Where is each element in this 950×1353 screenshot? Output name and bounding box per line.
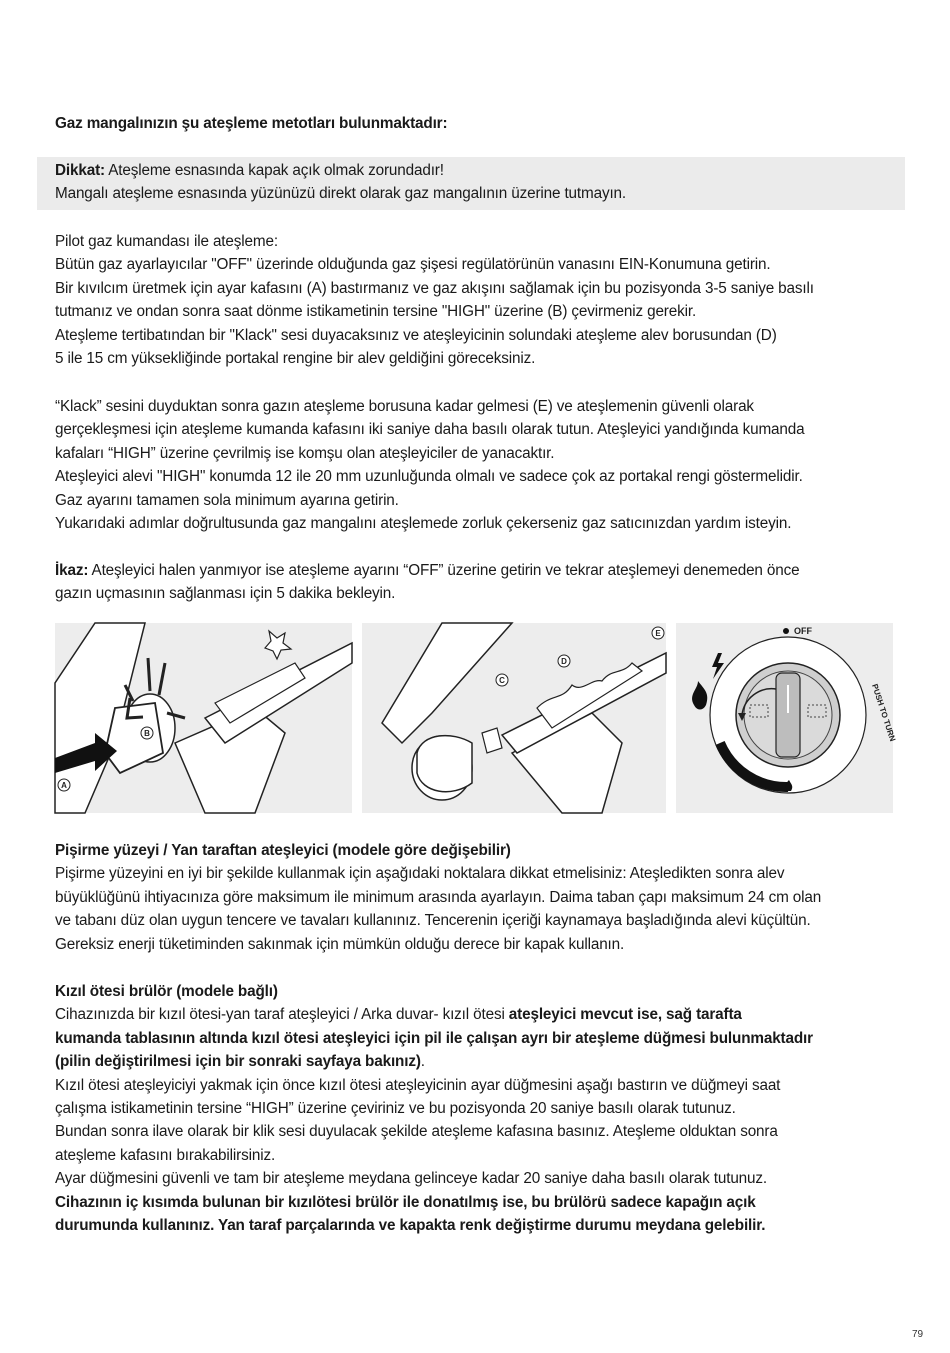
control-knob-illustration xyxy=(676,623,898,813)
figure-label-c: C xyxy=(499,676,505,685)
klack-line: gerçekleşmesi için ateşleme kumanda kafasını iki saniye daha basılı olarak tutun. Ateşleyici yandığında kumanda xyxy=(55,421,805,439)
knob-off-label: OFF xyxy=(794,626,812,636)
infrared-line: Kızıl ötesi ateşleyiciyi yakmak için önce kızıl ötesi ateşleyicinin ayar düğmesini aşağı bastırın ve düğmeyi saat xyxy=(55,1076,781,1094)
pilot-line: Bütün gaz ayarlayıcılar "OFF" üzerinde olduğunda gaz şişesi regülatörünün vanasını EIN-Konumuna getirin. xyxy=(55,256,771,274)
infrared-line-3-end: . xyxy=(420,1053,425,1071)
warning-line-1 xyxy=(55,559,905,582)
pilot-line: 5 ile 15 cm yüksekliğinde portakal rengine bir alev geldiğini göreceksiniz. xyxy=(55,350,536,368)
figure-label-d: D xyxy=(561,657,567,666)
notice-line-1 xyxy=(55,159,895,182)
infrared-line: çalışma istikametinin tersine “HIGH” üzerine çeviriniz ve bu pozisyonda 20 saniye basılı olarak tutunuz. xyxy=(55,1100,736,1118)
warning-line-2: gazın uçmasının sağlanması için 5 dakika bekleyin. xyxy=(55,585,396,603)
side-burner-line: ve tabanı düz olan uygun tencere ve tavaları kullanınız. Tencerenin içeriği kaynamaya başladığında alevi küçültün. xyxy=(55,912,811,930)
klack-line: “Klack” sesini duyduktan sonra gazın ateşleme borusuna kadar gelmesi (E) ve ateşlemenin güvenli olarak xyxy=(55,398,754,415)
side-burner-title: Pişirme yüzeyi / Yan taraftan ateşleyici (modele göre değişebilir) xyxy=(55,842,511,859)
infrared-line-1 xyxy=(55,1003,905,1026)
klack-line: Ateşleyici alevi "HIGH" konumda 12 ile 20 mm uzunluğunda olmalı ve sadece çok az portakal rengi göstermelidir. xyxy=(55,468,803,486)
warning-paragraph xyxy=(55,559,905,606)
pilot-line: Ateşleme tertibatından bir "Klack" sesi duyacaksınız ve ateşleyicinin solundaki ateşleme alev borusundan (D) xyxy=(55,326,777,344)
figure-label-b: B xyxy=(144,729,150,738)
notice-text-1: Ateşleme esnasında kapak açık olmak zorundadır! xyxy=(104,162,444,179)
side-burner-section xyxy=(55,839,905,956)
figure-label-a: A xyxy=(61,781,67,790)
pilot-line: Pilot gaz kumandası ile ateşleme: xyxy=(55,233,278,250)
infrared-bold-line: Cihazının iç kısımda bulunan bir kızılötesi brülör ile donatılmış ise, bu brülörü sadece kapağın açık xyxy=(55,1193,756,1211)
infrared-line-2: kumanda tablasının altında kızıl ötesi ateşleyici için pil ile çalışan ayrı bir ateşleme düğmesi bulunmaktadır xyxy=(55,1029,813,1047)
notice-label: Dikkat: xyxy=(55,162,105,179)
figure-control-knob xyxy=(676,623,898,813)
klack-paragraph xyxy=(55,395,905,535)
ignition-figures xyxy=(55,623,898,813)
notice-line-2: Mangalı ateşleme esnasında yüzünüzü direkt olarak gaz mangalının üzerine tutmayın. xyxy=(55,185,627,203)
figure-burner-tube xyxy=(362,623,666,813)
heading-text: Gaz mangalınızın şu ateşleme metotları bulunmaktadır: xyxy=(55,115,448,132)
infrared-title: Kızıl ötesi brülör (modele bağlı) xyxy=(55,983,278,1000)
infrared-line-1-text: Cihazınızda bir kızıl ötesi-yan taraf ateşleyici / Arka duvar- kızıl ötesi xyxy=(55,1006,509,1024)
infrared-line: Ayar düğmesini güvenli ve tam bir ateşleme meydana gelinceye kadar 20 saniye daha basılı olarak tutunuz. xyxy=(55,1170,767,1188)
page-number: 79 xyxy=(912,1329,924,1340)
pilot-paragraph xyxy=(55,230,905,370)
pilot-line: Bir kıvılcım üretmek için ayar kafasını (A) bastırmanız ve gaz akışını sağlamak için bu pozisyonda 3-5 saniye basılı xyxy=(55,279,814,297)
figure-ignition-knob xyxy=(55,623,352,813)
klack-line: Gaz ayarını tamamen sola minimum ayarına getirin. xyxy=(55,491,399,509)
side-burner-line: Pişirme yüzeyini en iyi bir şekilde kullanmak için aşağıdaki noktalara dikkat etmelisiniz: Ateşledikten sonra alev xyxy=(55,865,785,883)
infrared-line-3-bold: (pilin değiştirilmesi için bir sonraki sayfaya bakınız) xyxy=(55,1053,421,1071)
infrared-line: Bundan sonra ilave olarak bir klik sesi duyulacak şekilde ateşleme kafasına basınız. Ateşleme olduktan sonra xyxy=(55,1123,778,1141)
pilot-line: tutmanız ve ondan sonra saat dönme istikametinin tersine "HIGH" üzerine (B) çevirmeniz gerekir. xyxy=(55,303,697,321)
knob-push-label: PUSH TO TURN xyxy=(870,682,898,743)
infrared-line-1-bold: ateşleyici mevcut ise, sağ tarafta xyxy=(508,1006,742,1024)
infrared-line-3 xyxy=(55,1050,905,1073)
knob-press-illustration xyxy=(55,623,352,813)
side-burner-line: büyüklüğünü ihtiyacınıza göre maksimum ile minimum arasında ayarlayın. Daima taban çapı maksimum 24 cm olan xyxy=(55,888,822,906)
warning-label: İkaz: xyxy=(55,562,89,579)
infrared-section xyxy=(55,980,905,1237)
klack-line: kafaları “HIGH” üzerine çevrilmiş ise komşu olan ateşleyiciler de yanacaktır. xyxy=(55,444,555,462)
burner-tube-illustration xyxy=(362,623,666,813)
side-burner-line: Gereksiz enerji tüketiminden sakınmak için mümkün olduğu derece bir kapak kullanın. xyxy=(55,935,625,953)
infrared-bold-line: durumunda kullanınız. Yan taraf parçalarında ve kapakta renk değiştirme durumu meydana gelebilir. xyxy=(55,1217,766,1235)
section-heading xyxy=(55,112,905,135)
notice-box xyxy=(37,157,905,210)
warning-text-1: Ateşleyici halen yanmıyor ise ateşleme ayarını “OFF” üzerine getirin ve tekrar ateşlemeyi denemeden önce xyxy=(88,562,800,579)
figure-label-e: E xyxy=(655,629,661,638)
klack-line: Yukarıdaki adımlar doğrultusunda gaz mangalını ateşlemede zorluk çekerseniz gaz satıcınızdan yardım isteyin. xyxy=(55,515,792,533)
infrared-line: ateşleme kafasını bırakabilirsiniz. xyxy=(55,1146,276,1164)
